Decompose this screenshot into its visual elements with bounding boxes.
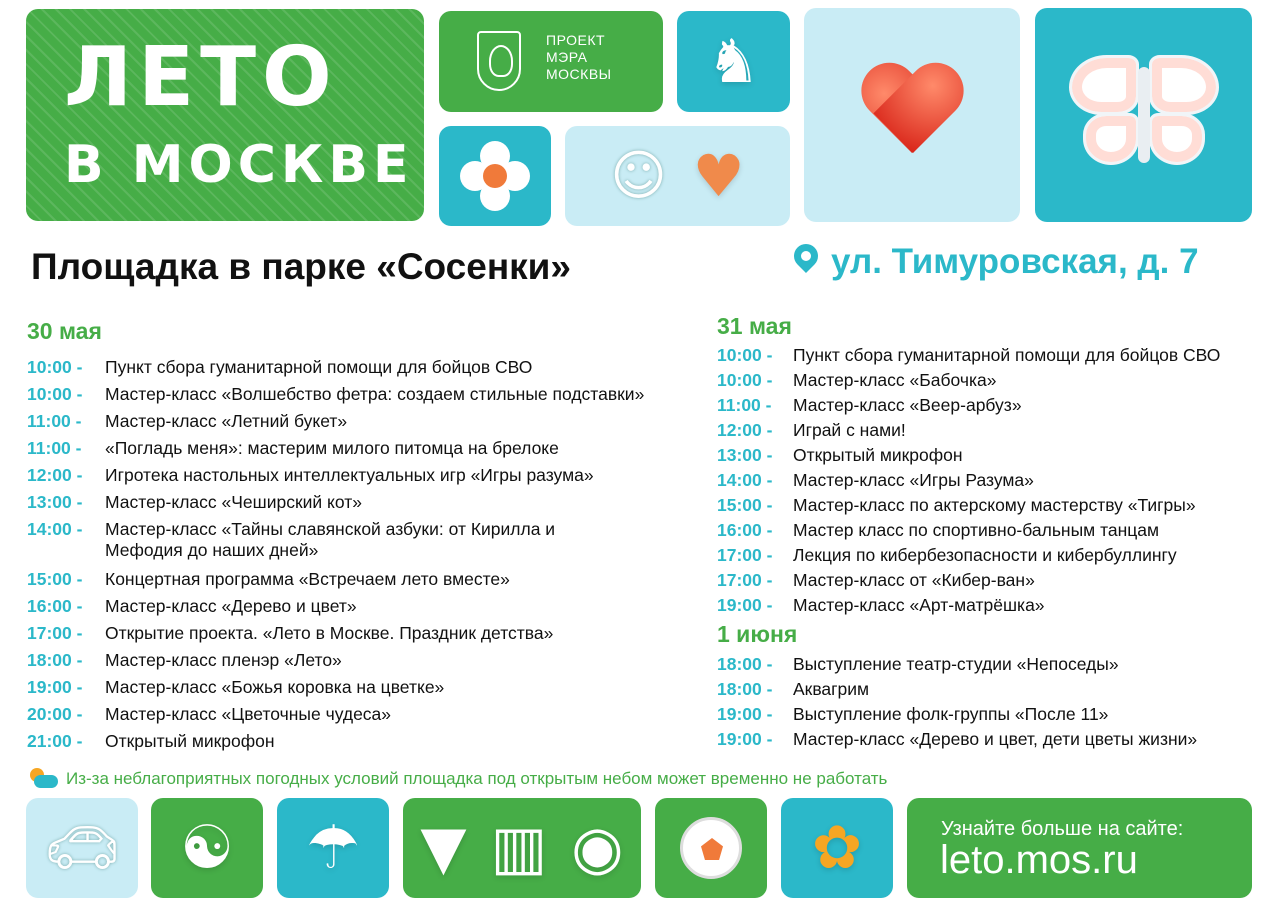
event-row [27, 569, 707, 596]
event-time: 15:00 - [717, 495, 773, 515]
event-title: Концертная программа «Встречаем лето вместе» [105, 569, 510, 589]
event-title: Мастер-класс «Тайны славянской азбуки: от Кирилла и Мефодия до наших дней» [105, 519, 556, 560]
sunflower-tile [781, 798, 893, 898]
toy-car-icon: 🚗︎ [43, 813, 121, 883]
event-title: Пункт сбора гуманитарной помощи для бойцов СВО [105, 357, 533, 377]
sweets-tile [403, 798, 641, 898]
event-time: 16:00 - [717, 520, 773, 540]
flower-icon [460, 141, 530, 211]
event-time: 18:00 - [717, 654, 773, 674]
event-time: 15:00 - [27, 569, 83, 589]
event-title: Мастер-класс «Летний букет» [105, 411, 348, 431]
weather-cloud-icon [28, 768, 58, 790]
schedule-31-may [717, 345, 1277, 620]
event-time: 11:00 - [27, 438, 82, 458]
event-title: Мастер-класс «Веер-арбуз» [793, 395, 1022, 415]
event-row [27, 623, 707, 650]
event-title: Открытый микрофон [793, 445, 963, 465]
mayor-line-1: ПРОЕКТ [546, 32, 606, 48]
day-title-31-may: 31 мая [717, 313, 792, 339]
event-row [717, 729, 1277, 754]
ice-cream-icon: ▼ [420, 813, 467, 883]
venue-title: Площадка в парке «Сосенки» [31, 246, 572, 287]
event-time: 13:00 - [27, 492, 83, 512]
event-title: Лекция по кибербезопасности и кибербуллингу [793, 545, 1177, 565]
mayor-project-tile [439, 11, 663, 112]
yoga-figure-icon: ☯ [180, 813, 234, 883]
website-tile[interactable] [907, 798, 1252, 898]
event-row [27, 596, 707, 623]
beach-dog-tile [277, 798, 389, 898]
event-title: Открытый микрофон [105, 731, 275, 751]
toy-car-tile [26, 798, 138, 898]
event-time: 11:00 - [27, 411, 82, 431]
day-title-1-june: 1 июня [717, 621, 798, 647]
event-title: Мастер-класс «Волшебство фетра: создаем стильные подставки» [105, 384, 645, 404]
event-time: 10:00 - [27, 384, 83, 404]
event-row [717, 345, 1277, 370]
event-time: 12:00 - [27, 465, 83, 485]
event-row [27, 677, 707, 704]
event-row [717, 545, 1277, 570]
event-title: Мастер-класс «Дерево и цвет, дети цветы жизни» [793, 729, 1198, 749]
event-row [27, 438, 707, 465]
umbrella-icon: ☂ [306, 813, 360, 883]
website-link[interactable]: leto.mos.ru [940, 838, 1138, 882]
event-title: Мастер-класс «Арт-матрёшка» [793, 595, 1045, 615]
event-time: 12:00 - [717, 420, 773, 440]
event-row [27, 650, 707, 677]
event-row [717, 595, 1277, 620]
robot-icon: ☺ [610, 144, 667, 207]
event-row [717, 679, 1277, 704]
event-row [717, 654, 1277, 679]
weather-notice [28, 768, 887, 790]
event-row [27, 519, 707, 569]
event-row [717, 445, 1277, 470]
event-title: Мастер-класс «Цветочные чудеса» [105, 704, 392, 724]
event-title: Пункт сбора гуманитарной помощи для бойцов СВО [793, 345, 1221, 365]
event-row [717, 570, 1277, 595]
butterfly-icon [1069, 55, 1219, 175]
logo-line-1: ЛЕТО [64, 30, 338, 125]
chess-knight-icon: ♞ [706, 26, 761, 97]
event-title: Мастер-класс «Дерево и цвет» [105, 596, 357, 616]
event-time: 19:00 - [717, 595, 773, 615]
moscow-emblem-icon [477, 31, 521, 91]
robot-dog-tile [565, 126, 790, 226]
event-row [717, 470, 1277, 495]
event-time: 19:00 - [27, 677, 83, 697]
football-tile [655, 798, 767, 898]
event-title: Мастер-класс по актерскому мастерству «Тигры» [793, 495, 1196, 515]
event-row [717, 495, 1277, 520]
sunflower-icon: ✿ [811, 813, 863, 883]
event-title: Выступление фолк-группы «После 11» [793, 704, 1109, 724]
event-time: 17:00 - [27, 623, 83, 643]
event-row [27, 465, 707, 492]
event-title: Мастер-класс «Чеширский кот» [105, 492, 362, 512]
mayor-line-2: МЭРА [546, 49, 588, 65]
butterfly-tile [1035, 8, 1252, 222]
event-row [27, 704, 707, 731]
event-time: 14:00 - [27, 519, 83, 539]
event-title: Игротека настольных интеллектуальных игр «Игры разума» [105, 465, 594, 485]
football-icon [680, 817, 742, 879]
event-time: 11:00 - [717, 395, 772, 415]
venue-address [793, 242, 1199, 282]
event-time: 19:00 - [717, 704, 773, 724]
event-time: 21:00 - [27, 731, 83, 751]
event-time: 17:00 - [717, 570, 773, 590]
heart-in-hands-tile [804, 8, 1020, 222]
event-title: Мастер-класс «Бабочка» [793, 370, 997, 390]
event-title: «Погладь меня»: мастерим милого питомца на брелоке [105, 438, 559, 458]
event-time: 19:00 - [717, 729, 773, 749]
location-pin-icon [793, 244, 819, 280]
lollipop-icon: ◉ [571, 813, 624, 883]
popcorn-icon: ▥ [490, 813, 548, 883]
corgi-icon: ♥ [692, 142, 745, 210]
event-row [717, 370, 1277, 395]
mayor-project-text [546, 32, 612, 83]
event-time: 10:00 - [27, 357, 83, 377]
event-row [717, 704, 1277, 729]
event-row [717, 520, 1277, 545]
event-row [717, 395, 1277, 420]
event-title: Мастер-класс «Божья коровка на цветке» [105, 677, 445, 697]
event-row [717, 420, 1277, 445]
event-title: Мастер класс по спортивно-бальным танцам [793, 520, 1160, 540]
event-title: Мастер-класс «Игры Разума» [793, 470, 1034, 490]
yoga-tile [151, 798, 263, 898]
event-row [27, 492, 707, 519]
chess-knight-tile [677, 11, 790, 112]
event-title: Выступление театр-студии «Непоседы» [793, 654, 1119, 674]
event-row [27, 411, 707, 438]
event-time: 18:00 - [27, 650, 83, 670]
event-time: 13:00 - [717, 445, 773, 465]
logo-line-2: В МОСКВЕ [64, 135, 414, 195]
event-time: 10:00 - [717, 370, 773, 390]
event-time: 17:00 - [717, 545, 773, 565]
schedule-1-june [717, 654, 1277, 754]
event-row [27, 731, 707, 758]
event-time: 14:00 - [717, 470, 773, 490]
address-text: ул. Тимуровская, д. 7 [831, 242, 1199, 281]
event-time: 10:00 - [717, 345, 773, 365]
event-title: Открытие проекта. «Лето в Москве. Праздник детства» [105, 623, 554, 643]
website-label: Узнайте больше на сайте: [941, 818, 1184, 840]
event-title: Мастер-класс от «Кибер-ван» [793, 570, 1035, 590]
heart-icon [857, 65, 967, 165]
event-title: Аквагрим [793, 679, 870, 699]
event-title: Играй с нами! [793, 420, 906, 440]
day-title-30-may: 30 мая [27, 318, 102, 344]
event-time: 20:00 - [27, 704, 83, 724]
weather-notice-text: Из-за неблагоприятных погодных условий площадка под открытым небом может временно не работать [66, 769, 888, 788]
event-time: 18:00 - [717, 679, 773, 699]
hero-logo-tile [26, 9, 424, 221]
flower-tile [439, 126, 551, 226]
event-title: Мастер-класс пленэр «Лето» [105, 650, 342, 670]
event-row [27, 357, 707, 384]
event-time: 16:00 - [27, 596, 83, 616]
mayor-line-3: МОСКВЫ [546, 66, 612, 82]
event-row [27, 384, 707, 411]
schedule-30-may [27, 357, 707, 758]
